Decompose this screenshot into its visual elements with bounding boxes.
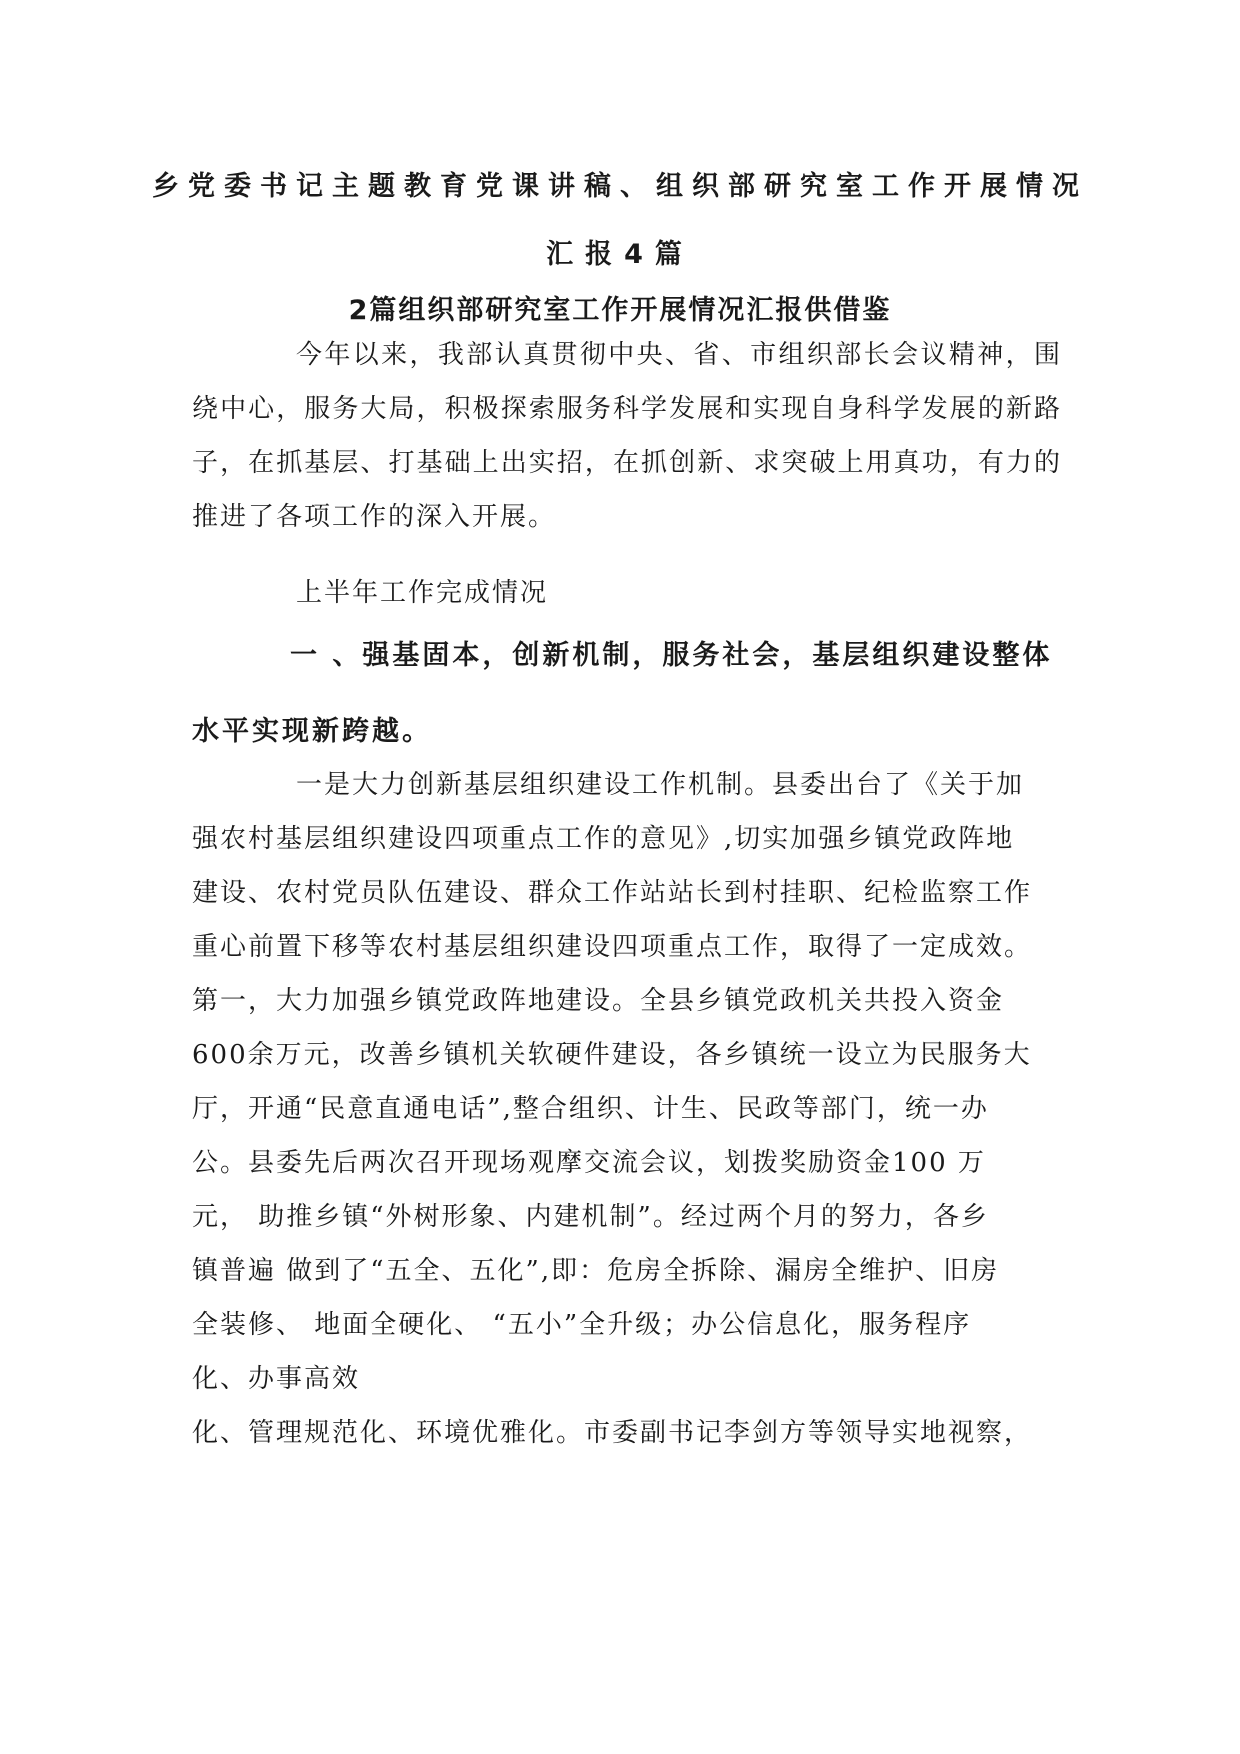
section-heading-1: 一 、强基固本，创新机制，服务社会，基层组织建设整体水平实现新跨越。 bbox=[192, 640, 1053, 747]
body-line: 镇普遍 做到了“五全、五化”,即：危房全拆除、漏房全维护、旧房 bbox=[192, 1256, 1000, 1286]
body-line: 一是大力创新基层组织建设工作机制。县委出台了《关于加 bbox=[296, 770, 1025, 800]
body-line: 元， 助推乡镇“外树形象、内建机制”。经过两个月的努力，各乡 bbox=[192, 1202, 989, 1232]
body-line: 重心前置下移等农村基层组织建设四项重点工作，取得了一定成效。 bbox=[192, 932, 1033, 962]
body-line: 建设、农村党员队伍建设、群众工作站站长到村挂职、纪检监察工作 bbox=[192, 878, 1033, 908]
body-paragraph bbox=[192, 758, 1062, 1460]
document-title-line-1: 乡党委书记主题教育党课讲稿、组织部研究室工作开展情况 bbox=[152, 171, 1088, 202]
body-line: 化、管理规范化、环境优雅化。市委副书记李剑方等领导实地视察， bbox=[192, 1418, 1033, 1448]
body-line: 公。县委先后两次召开现场观摩交流会议，划拨奖励资金100 万 bbox=[192, 1148, 986, 1178]
body-line: 强农村基层组织建设四项重点工作的意见》,切实加强乡镇党政阵地 bbox=[192, 824, 1015, 854]
document-subtitle: 2篇组织部研究室工作开展情况汇报供借鉴 bbox=[348, 295, 892, 326]
body-line: 第一，大力加强乡镇党政阵地建设。全县乡镇党政机关共投入资金 bbox=[192, 986, 1005, 1016]
intro-paragraph: 今年以来，我部认真贯彻中央、省、市组织部长会议精神，围绕中心，服务大局，积极探索服务科学发展和实现自身科学发展的新路子，在抓基层、打基础上出实招，在抓创新、求突破上用真功，有力的推进了各项工作的深入开展。 bbox=[192, 340, 1062, 532]
section-label: 上半年工作完成情况 bbox=[296, 578, 549, 608]
body-line: 全装修、 地面全硬化、 “五小”全升级；办公信息化，服务程序 bbox=[192, 1310, 972, 1340]
body-line: 厅，开通“民意直通电话”,整合组织、计生、民政等部门，统一办 bbox=[192, 1094, 989, 1124]
document-title-line-2: 汇报4篇 bbox=[546, 239, 694, 270]
body-line: 600余万元，改善乡镇机关软硬件建设，各乡镇统一设立为民服务大 bbox=[192, 1040, 1032, 1070]
body-line: 化、办事高效 bbox=[192, 1364, 361, 1394]
